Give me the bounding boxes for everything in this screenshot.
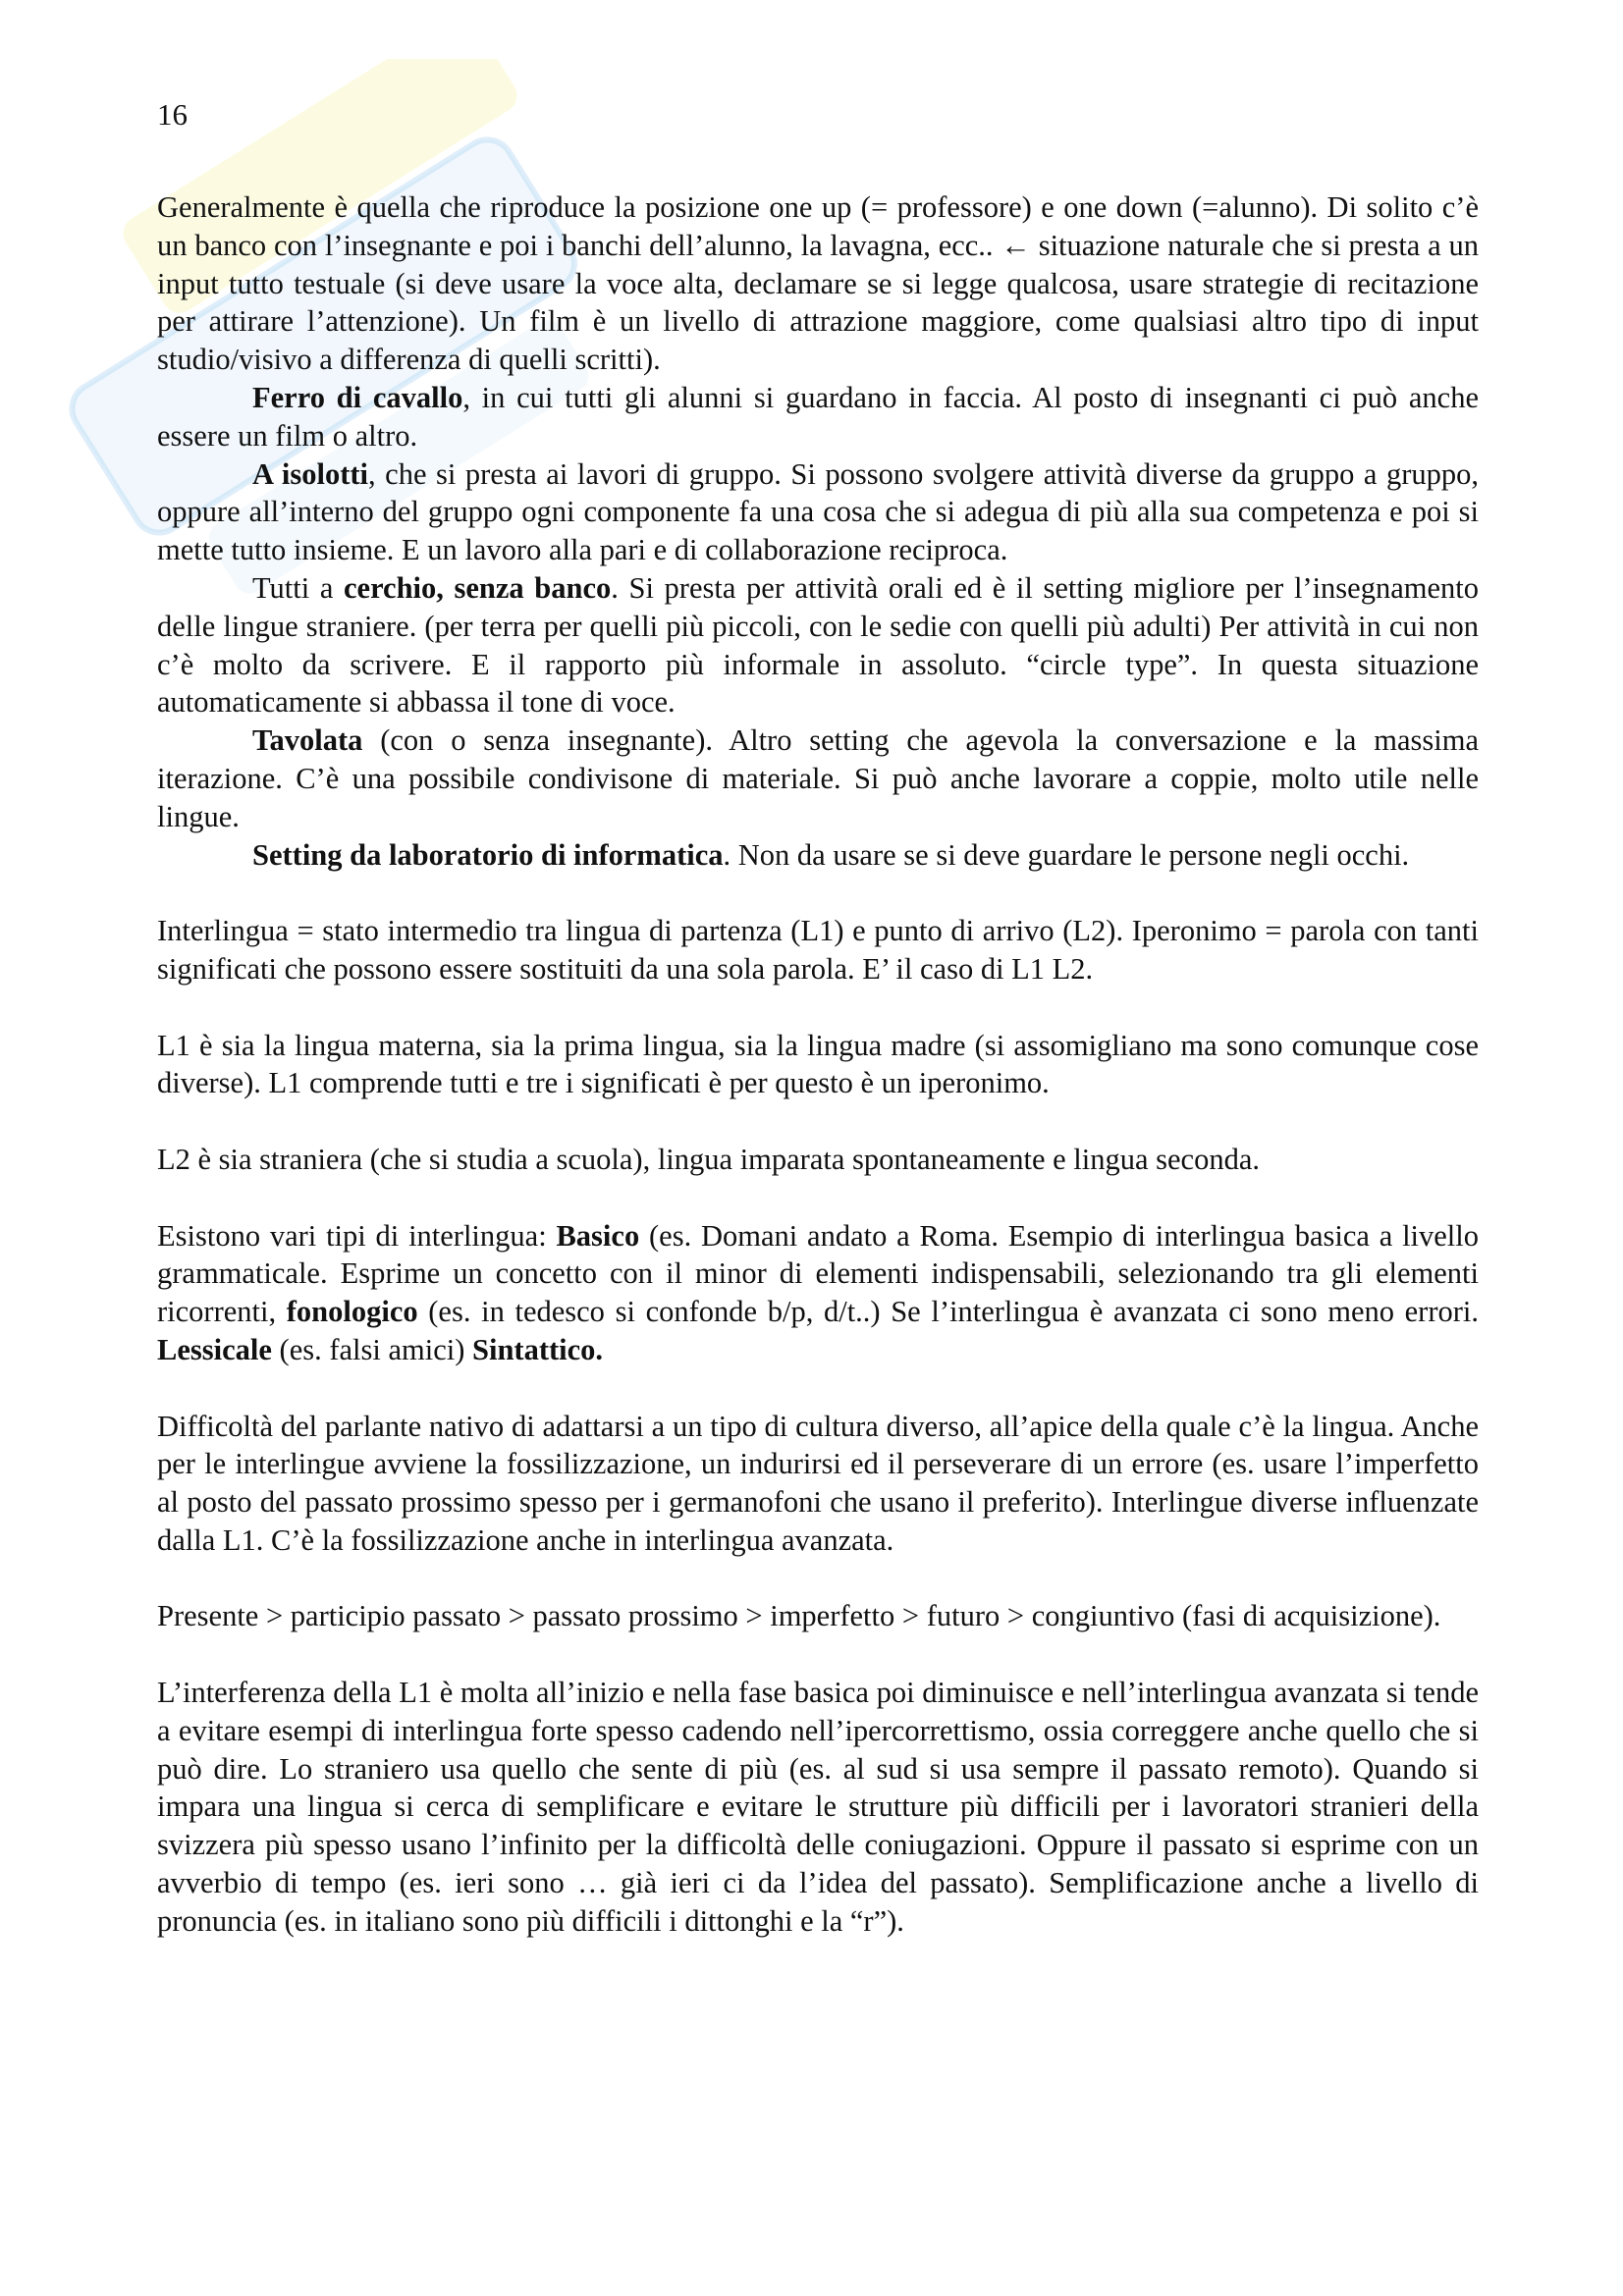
- paragraph-setting-frontale: [157, 188, 1479, 379]
- paragraph-l2: [157, 1141, 1479, 1179]
- text-run: . Non da usare se si deve guardare le persone negli occhi.: [723, 837, 1410, 872]
- text-run: L’interferenza della L1 è molta all’inizio e nella fase basica poi diminuisce e nell’interlingua avanzata si tende a evitare esempi di interlingua forte spesso cadendo nell’ipercorrettismo, ossia correggere anche quello che si può dire. Lo straniero usa quello che sente di più (es. al sud si usa sempre il passato remoto). Quando si impara una lingua si cerca di semplificare e evitare le strutture più difficili per i lavoratori stranieri della svizzera più spesso usano l’infinito per la difficoltà delle coniugazioni. Oppure il passato si esprime con un avverbio di tempo (es. ieri sono … già ieri ci da l’idea del passato). Semplificazione anche a livello di pronuncia (es. in italiano sono più difficili i dittonghi e la “r”).: [157, 1676, 1479, 1938]
- bold-term: fonologico: [286, 1295, 418, 1329]
- text-run: . Si presta per attività orali ed è il setting migliore per l’insegnamento delle lingue straniere. (per terra per quelli più piccoli, con le sedie con quelli più adulti) Per attività in cui non c’è molto da scrivere. E il rapporto più informale in assoluto. “circle type”. In questa situazione automaticamente si abbassa il tone di voce.: [157, 570, 1479, 720]
- paragraph-interlingua-def: [157, 912, 1479, 988]
- bold-term: Sintattico.: [472, 1332, 604, 1366]
- bold-term: cerchio, senza banco: [344, 570, 612, 605]
- paragraph-interferenza: [157, 1674, 1479, 1941]
- paragraph-fossilizzazione: [157, 1408, 1479, 1560]
- text-run: L1 è sia la lingua materna, sia la prima lingua, sia la lingua madre (si assomigliano ma sono comunque cose diverse). L1 comprende tutti e tre i significati è per questo è un iperonimo.: [157, 1028, 1479, 1100]
- text-run: Difficoltà del parlante nativo di adattarsi a un tipo di cultura diverso, all’apice della quale c’è la lingua. Anche per le interlingue avviene la fossilizzazione, un indurirsi ed il perseverare di un errore (es. usare l’imperfetto al posto del passato prossimo spesso per i germanofoni che usano il preferito). Interlingue diverse influenzate dalla L1. C’è la fossilizzazione anche in interlingua avanzata.: [157, 1409, 1479, 1557]
- paragraph-isolotti: [157, 455, 1479, 569]
- text-run: Esistono vari tipi di interlingua:: [157, 1218, 557, 1253]
- body-text: [157, 188, 1479, 1941]
- text-run: (es. falsi amici): [271, 1332, 473, 1366]
- text-run: , che si presta ai lavori di gruppo. Si possono svolgere attività diverse da gruppo a gruppo, oppure all’interno del gruppo ogni componente fa una cosa che si adegua di più alla sua competenza e poi si mette tutto insieme. E un lavoro alla pari e di collaborazione reciproca.: [157, 456, 1479, 567]
- text-run: (es. Domani andato a Roma. Esempio di interlingua basica a livello grammaticale. Esprime un concetto con il minor di elementi indispensabili, selezionando tra gli elementi ricorrenti,: [157, 1218, 1479, 1329]
- paragraph-cerchio: [157, 569, 1479, 721]
- text-run: (es. in tedesco si confonde b/p, d/t..) Se l’interlingua è avanzata ci sono meno errori.: [417, 1295, 1479, 1329]
- text-run: Generalmente è quella che riproduce la posizione one up (= professore) e one down (=alunno). Di solito c’è un banco con l’insegnante e poi i banchi dell’alunno, la lavagna, ecc.. ← situazione naturale che si presta a un input tutto testuale (si deve usare la voce alta, declamare se si legge qualcosa, usare strategie di recitazione per attirare l’attenzione). Un film è un livello di attrazione maggiore, come qualsiasi altro tipo di input studio/visivo a differenza di quelli scritti).: [157, 190, 1479, 377]
- paragraph-ferro-di-cavallo: [157, 379, 1479, 455]
- text-run: Interlingua = stato intermedio tra lingua di partenza (L1) e punto di arrivo (L2). Iperonimo = parola con tanti significati che possono essere sostituiti da una sola parola. E’ il caso di L1 L2.: [157, 914, 1479, 986]
- page-number: 16: [157, 97, 188, 132]
- paragraph-fasi-acquisizione: [157, 1597, 1479, 1635]
- text-run: Presente > participio passato > passato prossimo > imperfetto > futuro > congiuntivo (fasi di acquisizione).: [157, 1599, 1441, 1633]
- text-run: L2 è sia straniera (che si studia a scuola), lingua imparata spontaneamente e lingua seconda.: [157, 1142, 1260, 1176]
- paragraph-laboratorio: [157, 836, 1479, 875]
- text-run: Tutti a: [252, 570, 344, 605]
- bold-term: A isolotti: [252, 456, 368, 491]
- paragraph-tavolata: [157, 721, 1479, 835]
- bold-term: Tavolata: [252, 723, 363, 758]
- bold-term: Ferro di cavallo: [252, 380, 463, 414]
- text-run: (con o senza insegnante). Altro setting che agevola la conversazione e la massima iterazione. C’è una possibile condivisone di materiale. Si può anche lavorare a coppie, molto utile nelle lingue.: [157, 723, 1479, 833]
- paragraph-l1: [157, 1027, 1479, 1103]
- paragraph-tipi-interlingua: [157, 1217, 1479, 1369]
- bold-term: Basico: [556, 1218, 640, 1253]
- text-run: , in cui tutti gli alunni si guardano in faccia. Al posto di insegnanti ci può anche essere un film o altro.: [157, 380, 1479, 453]
- bold-term: Setting da laboratorio di informatica: [252, 837, 724, 872]
- bold-term: Lessicale: [157, 1332, 272, 1366]
